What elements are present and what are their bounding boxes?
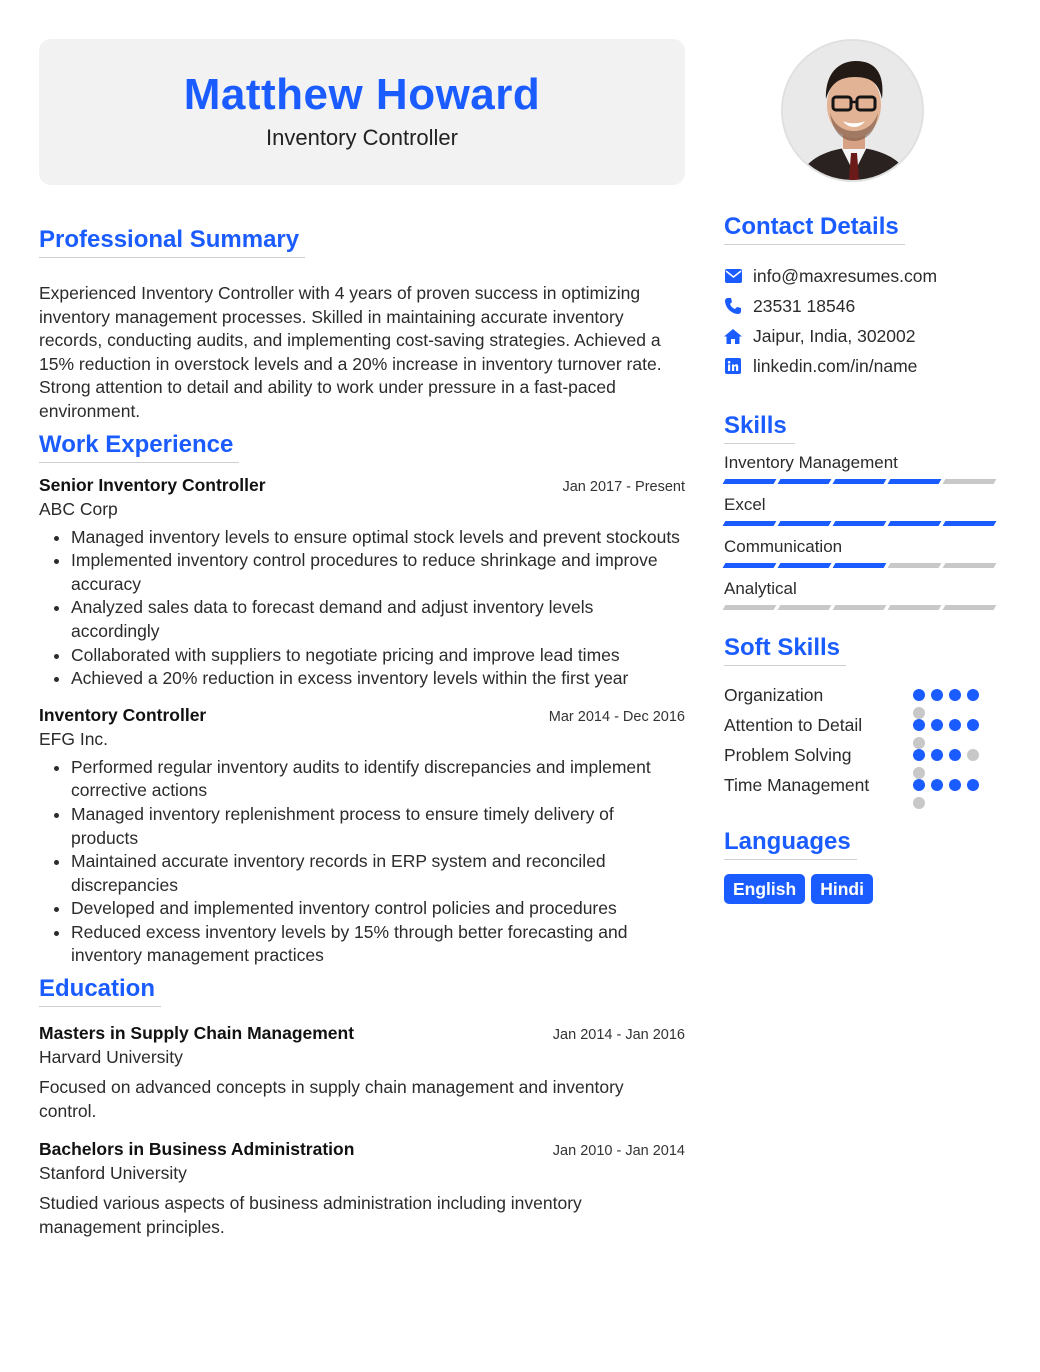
languages-section [724,827,1004,904]
skill-item [724,578,1004,610]
contact-linkedin[interactable] [724,351,1004,381]
phone-icon [724,297,742,315]
soft-skill-item [724,680,1004,710]
profile-photo [781,39,924,182]
contact-phone[interactable] [724,291,1004,321]
job-dates: Jan 2017 - Present [562,478,685,495]
soft-skill-name: Time Management [724,775,870,795]
rating-dot [913,719,925,731]
languages-heading: Languages [724,827,857,860]
rating-dot [949,689,961,701]
soft-skill-name: Problem Solving [724,745,852,765]
education-degree: Bachelors in Business Administration [39,1139,355,1160]
skill-level-segment [943,479,997,484]
job-bullet: • Managed inventory levels to ensure optimal stock levels and prevent stockouts [71,526,685,550]
skill-level-segment [943,521,997,526]
rating-dot [913,797,925,809]
rating-dot [967,749,979,761]
soft-skills-section [724,633,1004,800]
skill-level-segment [888,605,942,610]
skill-level-segment [833,521,887,526]
rating-dot [949,749,961,761]
job-bullet: • Collaborated with suppliers to negotiate pricing and improve lead times [71,644,685,668]
skill-level-segment [723,563,777,568]
education-school: Harvard University [39,1047,183,1068]
home-icon [724,327,742,345]
skill-level-segment [888,563,942,568]
job-entry [39,705,685,968]
job-dates: Mar 2014 - Dec 2016 [548,708,685,725]
job-bullet: • Developed and implemented inventory control policies and procedures [71,897,685,921]
education-description: Studied various aspects of business administration including inventory management principles. [39,1193,582,1237]
rating-dot [949,779,961,791]
job-entry [39,475,685,691]
skill-level-bar [724,521,1004,526]
education-degree: Masters in Supply Chain Management [39,1023,355,1044]
contact-address [724,321,1004,351]
skill-level-segment [943,605,997,610]
rating-dot [967,689,979,701]
summary-heading: Professional Summary [39,225,305,258]
resume-header [39,39,685,185]
education-description: Focused on advanced concepts in supply chain management and inventory control. [39,1077,624,1121]
rating-dot [931,719,943,731]
job-bullet: • Maintained accurate inventory records in ERP system and reconciled discrepancies [71,850,685,897]
rating-dot [931,749,943,761]
rating-dot [949,719,961,731]
candidate-name: Matthew Howard [183,70,541,119]
soft-skills-list [724,680,1004,800]
education-dates: Jan 2010 - Jan 2014 [552,1143,685,1160]
work-section [39,430,685,969]
contact-list [724,261,1004,381]
linkedin-icon [724,357,742,375]
main-column [39,39,685,1239]
job-company: EFG Inc. [39,728,109,749]
skill-name: Excel [724,495,766,514]
rating-dot [913,689,925,701]
skill-level-segment [778,479,832,484]
education-dates: Jan 2014 - Jan 2016 [552,1027,685,1044]
language-badge: English [724,874,805,904]
soft-skills-heading: Soft Skills [724,633,846,666]
job-role: Senior Inventory Controller [39,474,266,495]
job-role: Inventory Controller [39,704,207,725]
skill-level-segment [778,521,832,526]
soft-skill-item [724,770,1004,800]
education-entry [39,1023,685,1123]
rating-dot [931,779,943,791]
contact-phone-text: 23531 18546 [753,295,856,316]
contact-email[interactable] [724,261,1004,291]
skill-item [724,494,1004,526]
contact-linkedin-text: linkedin.com/in/name [753,355,918,376]
skills-list [724,452,1004,610]
skill-level-segment [833,605,887,610]
job-bullets [39,756,685,968]
job-bullet: • Implemented inventory control procedures to reduce shrinkage and improve accuracy [71,549,685,596]
education-entry [39,1139,685,1239]
job-bullet: • Managed inventory replenishment process to ensure timely delivery of products [71,803,685,850]
skill-level-segment [723,479,777,484]
skill-level-segment [833,479,887,484]
rating-dot [913,749,925,761]
contact-address-text: Jaipur, India, 302002 [753,325,916,346]
skill-level-segment [833,563,887,568]
education-school: Stanford University [39,1163,187,1184]
candidate-title: Inventory Controller [266,125,458,150]
soft-skill-item [724,710,1004,740]
job-bullets [39,526,685,691]
skill-level-segment [888,521,942,526]
job-company: ABC Corp [39,498,118,519]
skill-level-bar [724,563,1004,568]
soft-skill-item [724,740,1004,770]
skill-level-segment [723,605,777,610]
languages-list [724,874,1004,904]
job-bullet: • Achieved a 20% reduction in excess inventory levels within the first year [71,667,685,691]
skill-level-bar [724,479,1004,484]
skill-name: Analytical [724,579,797,598]
skill-level-segment [943,563,997,568]
rating-dot [913,779,925,791]
rating-dot [931,689,943,701]
skills-heading: Skills [724,411,795,444]
soft-skill-name: Organization [724,685,824,705]
education-heading: Education [39,974,161,1007]
language-badge: Hindi [811,874,873,904]
envelope-icon [724,267,742,285]
skill-level-segment [778,563,832,568]
job-bullet: • Performed regular inventory audits to identify discrepancies and implement corrective actions [71,756,685,803]
skill-item [724,536,1004,568]
job-bullet: • Analyzed sales data to forecast demand and adjust inventory levels accordingly [71,596,685,643]
skill-level-segment [888,479,942,484]
work-heading: Work Experience [39,430,239,463]
education-section [39,974,685,1239]
skill-level-segment [778,605,832,610]
contact-section [724,212,1004,381]
skill-name: Inventory Management [724,453,898,472]
contact-email-text: info@maxresumes.com [753,265,938,286]
rating-dot [967,719,979,731]
skill-item [724,452,1004,484]
job-bullet: • Reduced excess inventory levels by 15% through better forecasting and inventory management practices [71,921,685,968]
skills-section [724,411,1004,620]
summary-section [39,225,685,424]
skill-level-segment [723,521,777,526]
summary-text: Experienced Inventory Controller with 4 years of proven success in optimizing inventory management processes. Skilled in maintaining accurate inventory records, conducting audits, and implementing cost-saving strategies. Achieved a 15% reduction in overstock levels and a 20% increase in inventory turnover rate. Strong attention to detail and ability to work under pressure in a fast-paced environment. [39,283,662,421]
profile-photo-illustration [783,41,924,182]
skill-name: Communication [724,537,843,556]
rating-dot [967,779,979,791]
contact-heading: Contact Details [724,212,905,245]
skill-level-bar [724,605,1004,610]
soft-skill-name: Attention to Detail [724,715,863,735]
